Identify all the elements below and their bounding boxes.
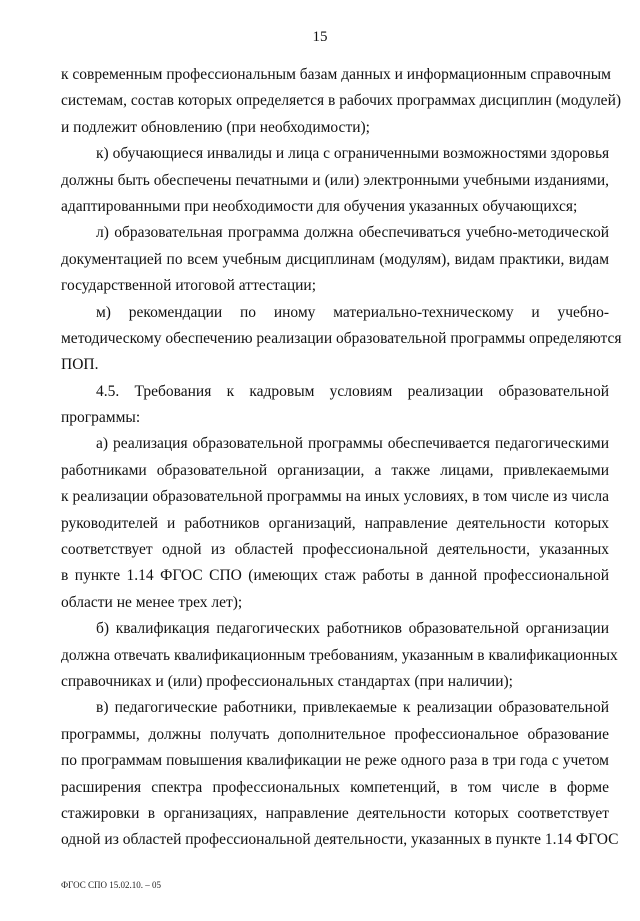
footer-document-code: ФГОС СПО 15.02.10. – 05 <box>61 880 161 890</box>
text-line: 4.5. Требования к кадровым условиям реализации образовательной <box>96 382 609 400</box>
text-line: адаптированными при необходимости для обучения указанных обучающихся; <box>61 197 578 215</box>
text-line: ПОП. <box>61 356 99 374</box>
text-line: стажировки в организациях, направление деятельности которых соответствует <box>61 804 609 822</box>
text-line: программы, должны получать дополнительное профессиональное образование <box>61 725 609 743</box>
text-line: и подлежит обновлению (при необходимости); <box>61 118 370 136</box>
text-line: м) рекомендации по иному материально-техническому и учебно- <box>96 303 609 321</box>
text-line: по программам повышения квалификации не реже одного раза в три года с учетом <box>61 752 609 770</box>
text-line: программы: <box>61 409 141 427</box>
text-line: одной из областей профессиональной деятельности, указанных в пункте 1.14 ФГОС <box>61 831 619 849</box>
document-body <box>61 62 622 854</box>
text-line: в) педагогические работники, привлекаемые к реализации образовательной <box>96 699 609 717</box>
text-line: а) реализация образовательной программы обеспечивается педагогическими <box>96 435 609 453</box>
text-line: системам, состав которых определяется в рабочих программах дисциплин (модулей) <box>61 92 622 110</box>
text-line: документацией по всем учебным дисциплинам (модулям), видам практики, видам <box>61 250 609 268</box>
text-line: государственной итоговой аттестации; <box>61 277 317 295</box>
text-line: должны быть обеспечены печатными и (или) электронными учебными изданиями, <box>61 171 609 189</box>
text-line: соответствует одной из областей профессиональной деятельности, указанных <box>61 541 609 559</box>
text-line: к) обучающиеся инвалиды и лица с ограниченными возможностями здоровья <box>96 145 610 163</box>
text-line: руководителей и работников организаций, направление деятельности которых <box>61 514 609 532</box>
text-line: л) образовательная программа должна обеспечиваться учебно-методической <box>96 224 609 242</box>
text-line: в пункте 1.14 ФГОС СПО (имеющих стаж работы в данной профессиональной <box>61 567 609 585</box>
text-line: расширения спектра профессиональных компетенций, в том числе в форме <box>61 778 609 796</box>
text-line: работниками образовательной организации, а также лицами, привлекаемыми <box>61 461 609 479</box>
page-number: 15 <box>312 29 328 45</box>
text-line: должна отвечать квалификационным требованиям, указанным в квалификационных <box>61 646 618 664</box>
text-line: б) квалификация педагогических работников образовательной организации <box>96 620 609 638</box>
text-line: области не менее трех лет); <box>61 593 243 611</box>
text-line: методическому обеспечению реализации образовательной программы определяются <box>61 329 622 347</box>
text-line: справочниках и (или) профессиональных стандартах (при наличии); <box>61 672 513 690</box>
text-line: к современным профессиональным базам данных и информационным справочным <box>61 66 611 83</box>
text-line: к реализации образовательной программы на иных условиях, в том числе из числа <box>61 488 609 506</box>
